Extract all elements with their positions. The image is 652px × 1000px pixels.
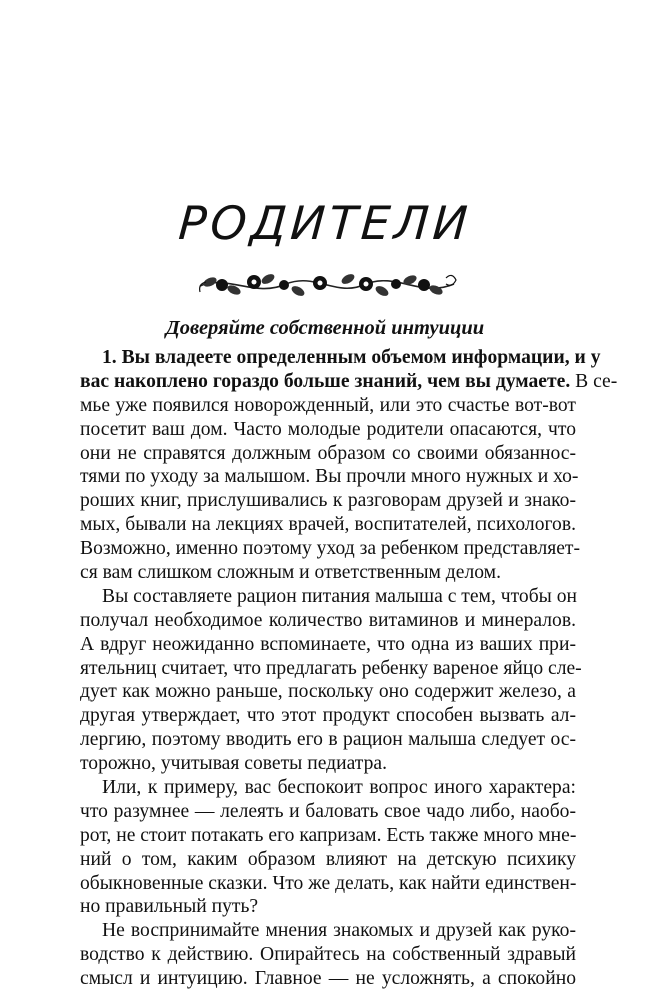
text-line: мье уже появился новорожденный, или это счастье вот-вот [80,394,576,416]
floral-ornament-icon [196,268,458,302]
text-line: дует как можно раньше, поскольку оно содержит железо, а [80,681,576,703]
text-line: роших книг, прислушивались к разговорам друзей и знако- [80,490,576,512]
text-line: водство к действию. Опирайтесь на собственный здравый [80,944,576,966]
text-line: Вы составляете рацион питания малыша с тем, чтобы он [102,585,578,607]
text-line: торожно, учитывая советы педиатра. [80,753,388,775]
text-line: посетит ваш дом. Часто молодые родители опасаются, что [80,418,576,440]
section-heading: Доверяйте собственной интуиции [165,317,485,339]
text-line [80,370,618,394]
text-line: другая утверждает, что этот продукт способен вызвать ал- [80,705,576,727]
text-line: но правильный путь? [80,896,259,918]
text-line: обыкновенные сказки. Что же делать, как найти единствен- [80,872,577,894]
bold-text: 1. Вы владеете определенным объемом информации, и у [102,347,601,368]
text-line [80,346,601,370]
bold-text: вас накоплено гораздо больше знаний, чем вы думаете. [80,370,571,392]
text-line: ятельниц считает, что предлагать ребенку вареное яйцо сле- [80,657,582,679]
text-line: рот, не стоит потакать его капризам. Есть также много мне- [80,824,577,846]
text-line: получал необходимое количество витаминов и минералов. [80,609,576,631]
text-line: ся вам слишком сложным и ответственным делом. [80,562,501,584]
text-line: Или, к примеру, вас беспокоит вопрос иного характера: [102,777,576,799]
text-line: лергию, поэтому вводить его в рацион малыша следует ос- [80,729,576,751]
body-text [80,346,618,991]
text-line: Не воспринимайте мнения знакомых и друзей как руко- [102,920,576,942]
text-line: что разумнее — лелеять и баловать свое чадо либо, наобо- [80,800,576,822]
text-line: Возможно, именно поэтому уход за ребенком представляет- [80,538,581,560]
chapter-title: РОДИТЕЛИ [176,196,474,250]
text-line: смысл и интуицию. Главное — не усложнять, а спокойно [80,968,576,990]
text-line: ний о том, каким образом влияют на детскую психику [80,848,576,870]
text: В се- [570,370,618,392]
text-line: А вдруг неожиданно вспоминаете, что одна из ваших при- [80,633,576,655]
text-line: тями по уходу за малышом. Вы прочли много нужных и хо- [80,466,579,488]
text-line: они не справятся должным образом со своими обязаннос- [80,442,576,464]
text-line: мых, бывали на лекциях врачей, воспитателей, психологов. [80,514,576,536]
